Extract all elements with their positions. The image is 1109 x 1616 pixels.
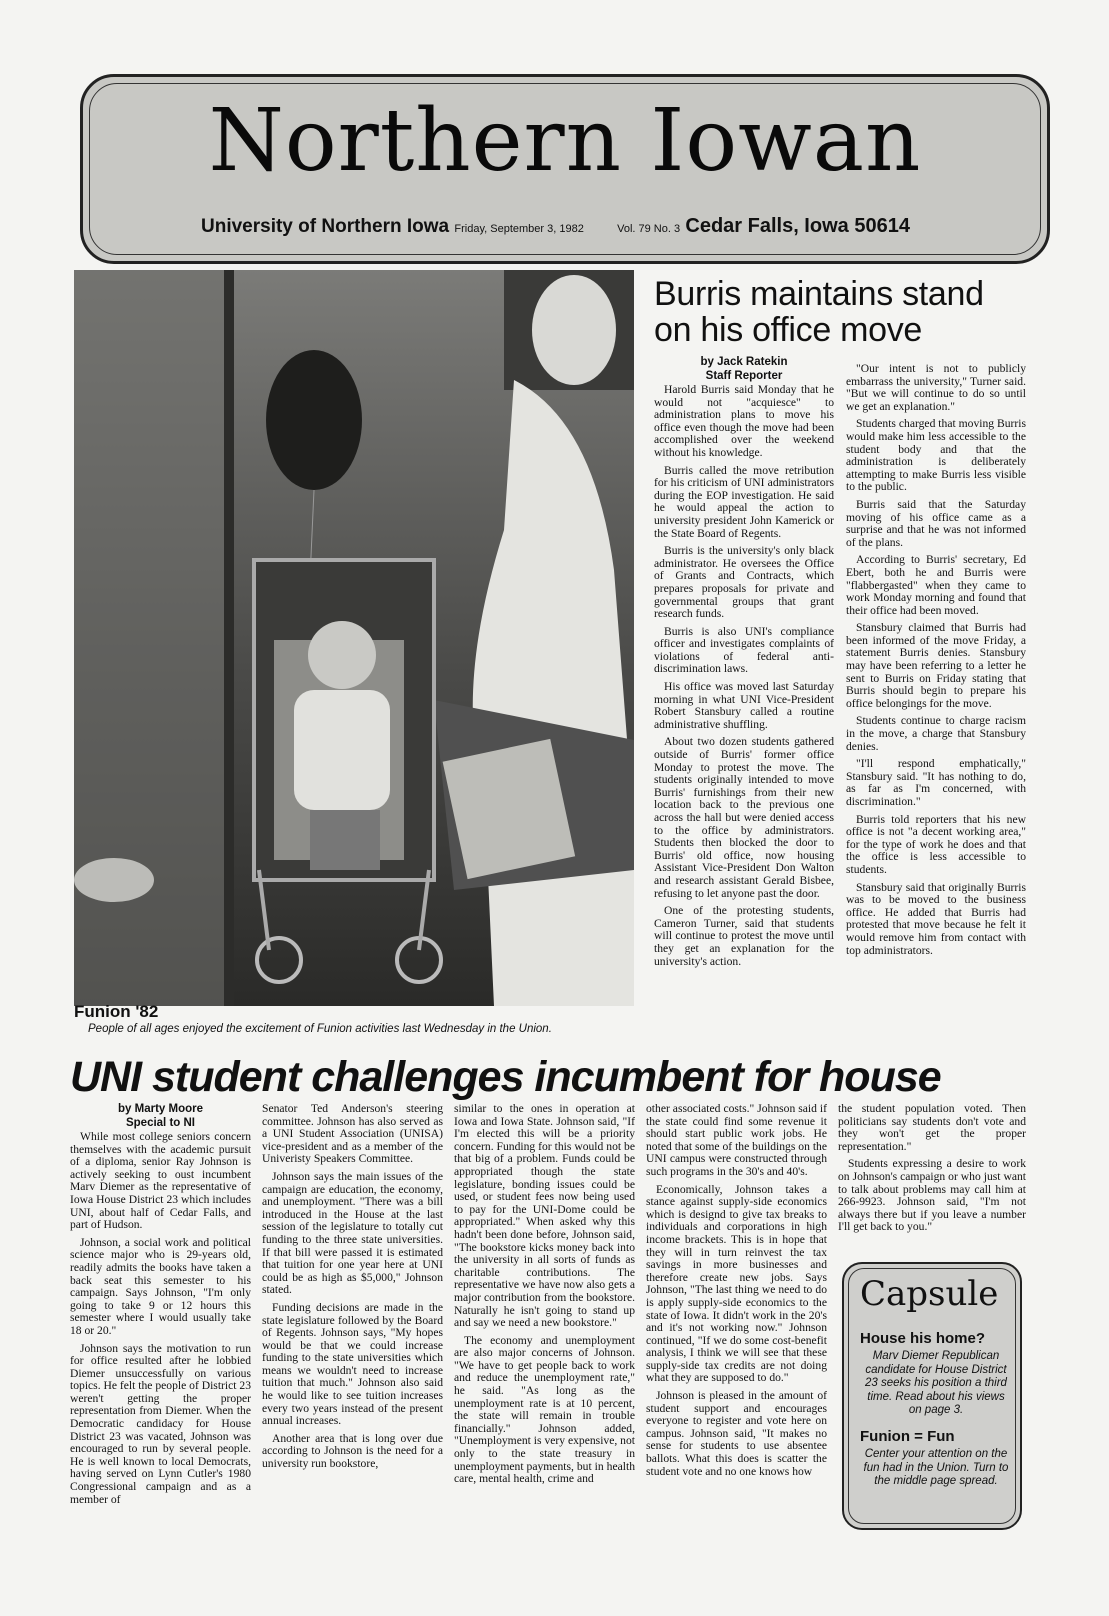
burris-headline-line2: on his office move (654, 311, 923, 349)
university-name: University of Northern Iowa (201, 216, 450, 237)
uni-byline-role: Special to NI (125, 1117, 196, 1129)
paragraph: About two dozen students gathered outside of Burris' former office Monday to protest the move. The students originally intended to move Burris' furnishings from their new location back to the previous one across the hall but were denied access to the office by administrators. Students then blocked the door to Burris' old office, now housing Assistant Vice-President Don Walton and research assistant Gerald Bisbee, refusing to let anyone past the door. (654, 735, 834, 900)
uni-column-3 (454, 1103, 635, 1491)
paragraph: Senator Ted Anderson's steering committee. Johnson has also served as a UNI Student Association (UNISA) vice-president and as a member of the Univeristy Speakers Committee. (262, 1102, 443, 1166)
paragraph: Funding decisions are made in the state legislature followed by the Board of Regents. Johnson says, "My hopes would be that we could increase funding to the state universities which means we wouldn't need to increase tuition that much." Johnson also said he would like to see tuition increases every two years instead of the present annual increases. (262, 1300, 443, 1428)
issue-location: Cedar Falls, Iowa 50614 (685, 215, 910, 237)
capsule-item2-head: Funion = Fun (860, 1428, 955, 1445)
capsule-box (842, 1262, 1022, 1530)
paragraph: Students expressing a desire to work on Johnson's campaign or who just want to talk about problems may call him at 266-9923. Johnson said, "I'm not always there but if you leave a number I'll get back to you." (838, 1157, 1026, 1234)
paragraph: The economy and unemployment are also major concerns of Johnson. "We have to get people back to work and reduce the unemployment rate," he said. "As long as the unemployment rate is at 10 percent, the state will remain in trouble financially." Johnson added, "Unemployment is very expensive, not only to the state treasury in unemployment payments, but in health care, mental health, crime and (454, 1333, 635, 1486)
burris-byline-name: by Jack Ratekin (700, 356, 788, 368)
burris-headline-line1: Burris maintains stand (654, 275, 984, 313)
paragraph: Stansbury claimed that Burris had been informed of the move Friday, a statement Burris denies. Stansbury may have been referring to a letter he sent to Burris on Friday stating that Burris should begin to prepare his office belongings for the move. (846, 621, 1026, 710)
paragraph: Stansbury said that originally Burris was to be moved to the business office. He added that Burris had protested that move because he felt it would remove him from contact with top administrators. (846, 880, 1026, 957)
funion-photo-illustration (74, 270, 634, 1006)
capsule-item2-text: Center your attention on the fun had in the Union. Turn to the middle page spread. (863, 1448, 1009, 1487)
paragraph: Burris is the university's only black administrator. He oversees the Office of Grants and Contracts, which prepares proposals for private and governmental groups that grant research funds. (654, 544, 834, 621)
paragraph: Johnson says the main issues of the campaign are education, the economy, and unemployment. "There was a bill introduced in the House at the last session of the legislature to totally cut funding to the three state universities. If that bill were passed it is estimated that tuition for one year here at UNI could be as high as $5,000," Johnson stated. (262, 1169, 443, 1297)
masthead (80, 74, 1050, 264)
paragraph: the student population voted. Then politicians say students don't vote and they won't get the proper representation." (838, 1102, 1026, 1153)
burris-column-1 (654, 356, 834, 973)
paragraph: Students charged that moving Burris would make him less accessible to the student body and that the administration is deliberately attempting to make Burris less visible to the public. (846, 417, 1026, 494)
uni-column-1 (70, 1103, 251, 1511)
paragraph: Burris is also UNI's compliance officer and investigates complaints of violations of federal anti-discrimination laws. (654, 624, 834, 676)
uni-column-2 (262, 1103, 443, 1476)
paragraph: Economically, Johnson takes a stance against supply-side economics which is designd to give tax breaks to individuals and corporations in high income brackets. This is in hope that they will in turn reinvest the tax savings in more businesses and therefore create new jobs. Says Johnson, "The last thing we need to do is apply supply-side economics to the state of Iowa. It didn't work in the 20's and it's not working now." Johnson continued, "If we do some cost-benefit analysis, I think we will see that these supply-side tax credits are not doing what they are supposed to do." (646, 1182, 827, 1385)
paragraph: His office was moved last Saturday morning in what UNI Vice-President Robert Stansbury called a routine administrative shuffling. (654, 680, 834, 731)
uni-byline-name: by Marty Moore (118, 1103, 203, 1115)
paragraph: One of the protesting students, Cameron Turner, said that students will continue to protest the move until they get an explanation for the university's action. (654, 904, 834, 968)
capsule-item1-text: Marv Diemer Republican candidate for House District 23 seeks his position a third time. Read about his views on page 3. (865, 1350, 1007, 1416)
uni-headline: UNI student challenges incumbent for house (70, 1053, 941, 1101)
paragraph: similar to the ones in operation at Iowa and Iowa State. Johnson said, "If I'm elected this will be a priority concern. Funding for this would not be that big of a problem. Funds could be appropriated though the state legislature, bonding issues could be used, or student fees now being used to pay for the UNI-Dome could be appropriated." When asked why this hadn't been done before, Johnson said, "The bookstore kicks money back into the university in all sorts of funds as charitable contributions. The representative we have now also gets a major contribution from the bookstore. Naturally he isn't going to stand up and say we need a new bookstore." (454, 1102, 635, 1330)
burris-column-2 (846, 363, 1026, 962)
issue-volume: Vol. 79 No. 3 (617, 223, 681, 235)
paragraph: Another area that is long over due according to Johnson is the need for a university run bookstore, (262, 1431, 443, 1471)
issue-date: Friday, September 3, 1982 (454, 223, 584, 235)
photo-caption: People of all ages enjoyed the excitement of Funion activities last Wednesday in the Union. (88, 1023, 552, 1035)
paragraph: Johnson says the motivation to run for office resulted after he lobbied Diemer unsuccessfully on various topics. He felt the people of District 23 weren't getting the proper representation from Diemer. When the Democratic candidacy for House District 23 was vacated, Johnson was encouraged to run by several people. He is well known to local Democrats, having served on Lynn Cutler's 1980 Congressional campaign and as a member of (70, 1341, 251, 1506)
capsule-title: Capsule (860, 1274, 999, 1314)
paragraph: Burris called the move retribution for his criticism of UNI administrators during the EOP investigation. He said he would appeal the action to university president John Kamerick or the State Board of Regents. (654, 463, 834, 540)
newspaper-title: Northern Iowan (208, 91, 922, 191)
uni-column-5 (838, 1103, 1026, 1239)
masthead-subline (201, 215, 910, 238)
paragraph: Students continue to charge racism in the move, a charge that Stansbury denies. (846, 714, 1026, 753)
capsule-item1-head: House his home? (860, 1330, 986, 1347)
paragraph: According to Burris' secretary, Ed Ebert, both he and Burris were "flabbergasted" when they came to work Monday morning and found that their office had been moved. (846, 553, 1026, 617)
paragraph: "I'll respond emphatically," Stansbury said. "It has nothing to do, as far as I'm concerned, with discrimination." (846, 757, 1026, 808)
paragraph: other associated costs." Johnson said if the state could find some revenue it should start public work jobs. He noted that some of the buildings on the UNI campus were constructed through such programs in the 30's and 40's. (646, 1102, 827, 1178)
paragraph: Johnson, a social work and political science major who is 29-years old, readily admits the books have taken a back seat this semester to his campaign. Says Johnson, "I'm only going to take 9 or 12 hours this semester where I would usually take 18 or 20." (70, 1235, 251, 1337)
paragraph: Johnson is pleased in the amount of student support and encourages everyone to register and vote here on campus. Johnson said, "It makes no sense for students to use absentee ballots. What this does is scatter the student vote and no one knows how (646, 1389, 827, 1478)
paragraph: Harold Burris said Monday that he would not "acquiesce" to administration plans to move his office even though the move had been accomplished over the weekend without his knowledge. (654, 383, 834, 459)
paragraph: Burris said that the Saturday moving of his office came as a surprise and that he was not informed of the plans. (846, 497, 1026, 549)
photo-headline: Funion '82 (74, 1002, 159, 1021)
paragraph: While most college seniors concern themselves with the academic pursuit of a diploma, senior Ray Johnson is actively seeking to oust incumbent Marv Diemer as the representative of Iowa House District 23 which includes UNI, about half of Cedar Falls, and part of Hudson. (70, 1130, 251, 1232)
paragraph: "Our intent is not to publicly embarrass the university," Turner said. "But we will continue to do so until we get an explanation." (846, 362, 1026, 413)
uni-column-4 (646, 1103, 827, 1483)
burris-byline-role: Staff Reporter (705, 370, 783, 382)
paragraph: Burris told reporters that his new office is not "a decent working area," for the type of work he does and that the office is less accessible to students. (846, 812, 1026, 876)
funion-photo (74, 270, 634, 1006)
burris-headline (654, 276, 1094, 348)
